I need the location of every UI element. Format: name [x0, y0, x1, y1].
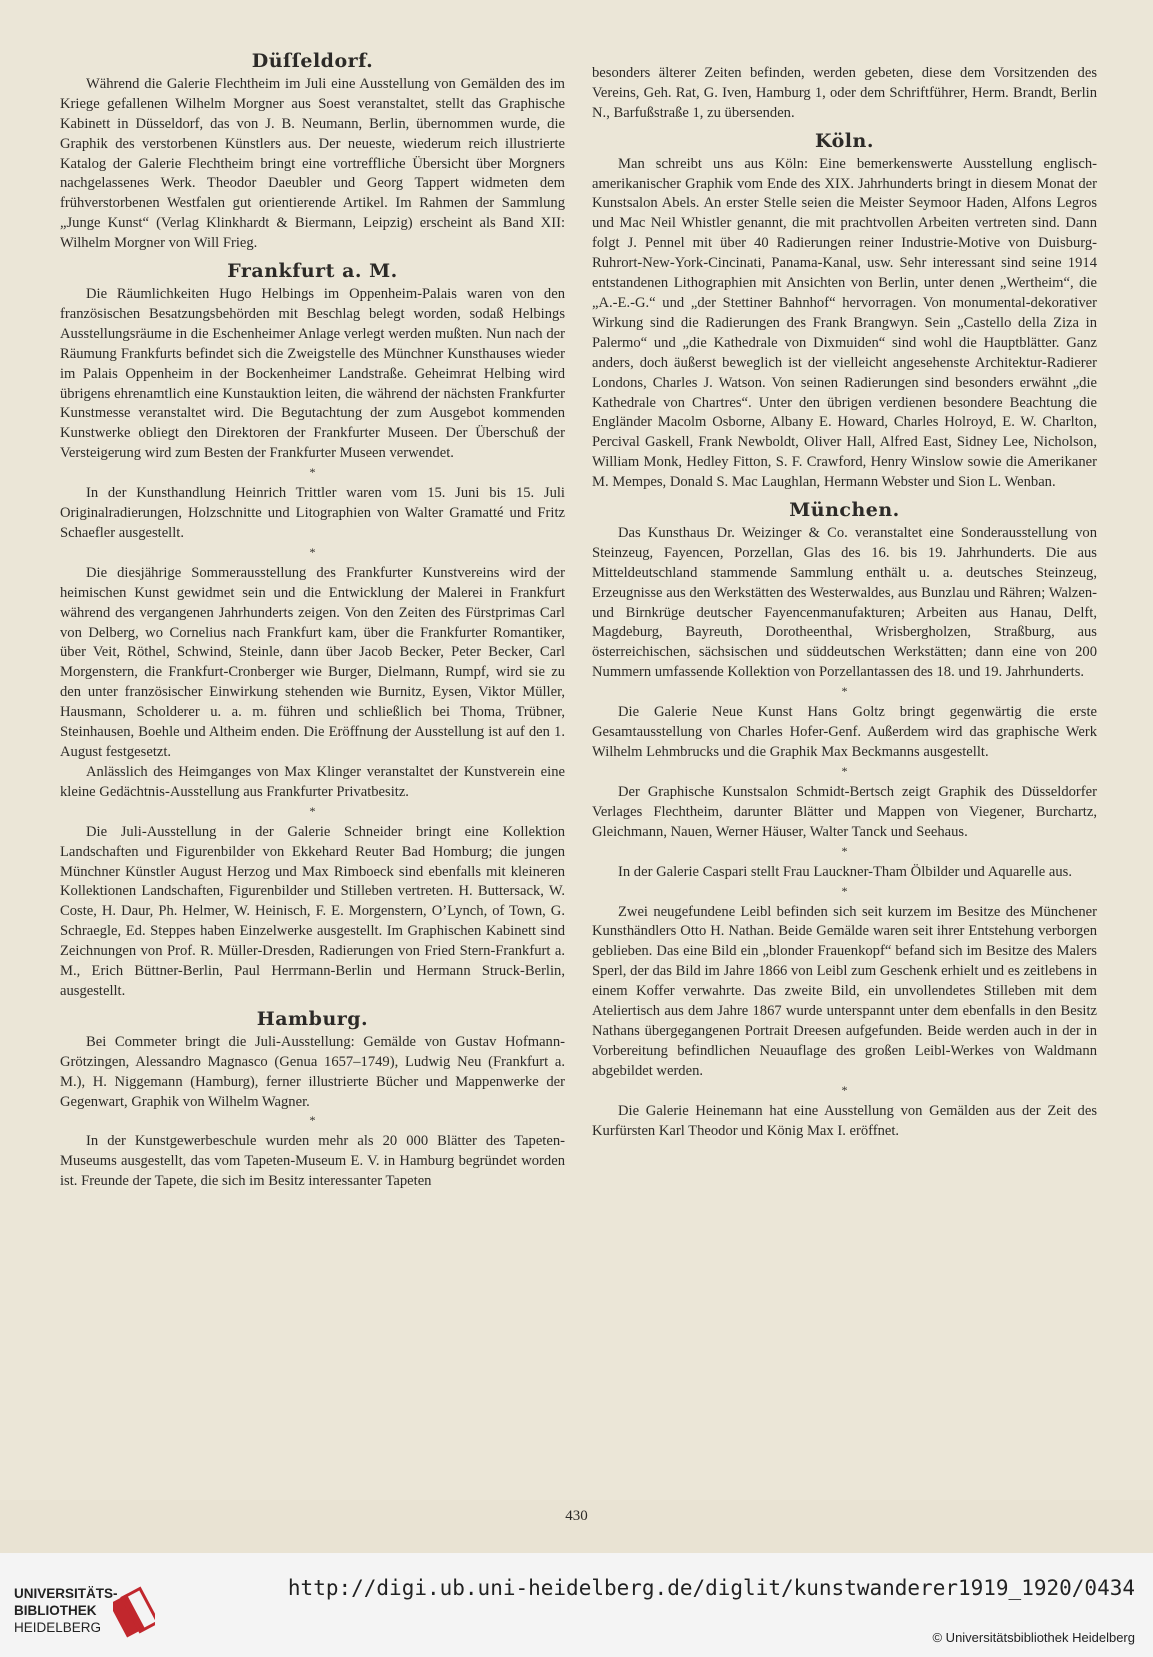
logo-line: BIBLIOTHEK	[14, 1603, 97, 1618]
paragraph: Während die Galerie Flechtheim im Juli eine Ausstellung von Gemälden des im Kriege gefallenen Wilhelm Morgner aus Soest veranstaltet, stellt das Graphische Kabinett in Düsseldorf, das von J. B. Neumann, Berlin, übernommen wurde, die Graphik des verstorbenen Künstlers aus. Der neueste, wiederum reich illustrierte Katalog der Galerie Flechtheim bringt eine vortreffliche Übersicht über Morgners nachgelassenes Werk. Theodor Daeubler und Georg Tappert widmeten dem frühverstorbenen Westfalen gut orientierende Artikel. Im Rahmen der Sammlung „Junge Kunst“ (Verlag Klinkhardt & Biermann, Leipzig) erscheint als Band XII: Wilhelm Morgner von Will Frieg.	[60, 75, 565, 252]
paragraph: Die Räumlichkeiten Hugo Helbings im Oppenheim-Palais waren von den französischen Besatzungsbehörden mit Beschlag belegt worden, sodaß Helbings Ausstellungsräume in die Eschenheimer Anlage verlegt werden mußten. Nun nach der Räumung Frankfurts befindet sich die Zweigstelle des Münchner Kunsthauses wieder im Palais Oppenheim in der Bockenheimer Landstraße. Geheimrat Helbing wird übrigens ehrenamtlich eine Kunstauktion leiten, die während der nächsten Frankfurter Kunstmesse veranstaltet wird. Die Begutachtung der zum Ausgebot kommenden Kunstwerke obliegt den Direktoren der Frankfurter Museen. Der Überschuß der Versteigerung wird zum Besten der Frankfurter Museen verwendet.	[60, 285, 565, 462]
paragraph: Man schreibt uns aus Köln: Eine bemerkenswerte Ausstellung englisch-amerikanischer Graphik vom Ende des XIX. Jahrhunderts bringt in diesem Monat der Kunstsalon Abels. An erster Stelle seien die Meister Seymoor Haden, Alfons Legros und Mac Neil Whistler genannt, die mit prachtvollen Arbeiten vertreten sind. Dann folgt J. Pennel mit über 40 Radierungen reiner Industrie-Motive von Duisburg-Ruhrort-New-York-Cincinati, Panama-Kanal, usw. Sehr interessant sind seine 1914 entstandenen Lithographien mit Ansichten von Berlin, unter denen „Wertheim“, die „A.-E.-G.“ und „der Stettiner Bahnhof“ hervorragen. Von monumental-dekorativer Wirkung sind die Radierungen des Frank Brangwyn. Sein „Castello della Ziza in Palermo“ und „die Kathedrale von Dixmuiden“ sind wohl die Hauptblätter. Ganz anders, doch äußerst beweglich ist der vielleicht angesehenste Architektur-Radierer Londons, Charles J. Watson. Von seinen Radierungen sind besonders erwähnt „die Kathedrale von Chartres“. Unter den übrigen verdienen besondere Beachtung die Engländer Macolm Osborne, Albany E. Howard, Charles Holroyd, E. W. Charlton, Percival Gaskell, Frank Newboldt, Oliver Hall, Alfred East, Sidney Lee, Nicholson, William Monk, Hedley Fitton, S. F. Crawford, Henry Winslow sowie die Amerikaner M. Mempes, Donald S. Mac Laughlan, Hermann Webster und Sion L. Wenban.	[592, 155, 1097, 491]
separator: *	[841, 843, 848, 858]
separator: *	[841, 883, 848, 898]
paragraph: In der Kunstgewerbeschule wurden mehr als 20 000 Blätter des Tapeten-Museums ausgestellt, das vom Tapeten-Museum E. V. in Hamburg begründet worden ist. Freunde der Tapete, die sich im Besitz interessanter Tapeten	[60, 1133, 565, 1190]
paragraph: Die Galerie Heinemann hat eine Ausstellung von Gemälden aus der Zeit des Kurfürsten Karl Theodor und König Max I. eröffnet.	[592, 1102, 1097, 1139]
right-column	[592, 64, 1097, 1142]
paragraph: Die Juli-Ausstellung in der Galerie Schneider bringt eine Kollektion Landschaften und Figurenbilder von Ekkehard Reuter Bad Homburg; die jungen Münchner Künstler August Herzog und Max Rimboeck sind ebenfalls mit kleineren Kollektionen Landschaften, Figurenbilder und Stilleben vertreten. H. Buttersack, W. Coste, H. Daur, Ph. Helmer, W. Heinisch, F. E. Morgenstern, O’Lynch, of Town, G. Schraegle, Ed. Steppes haben Einzelwerke ausgestellt. Im Graphischen Kabinett sind Zeichnungen von Prof. R. Müller-Dresden, Radierungen von Fried Stern-Frankfurt a. M., Erich Büttner-Berlin, Paul Herrmann-Berlin und Hermann Struck-Berlin, ausgestellt.	[60, 823, 565, 999]
heading-koeln: Köln.	[815, 129, 874, 152]
paragraph: Das Kunsthaus Dr. Weizinger & Co. veranstaltet eine Sonderausstellung von Steinzeug, Fayencen, Porzellan, Glas des 16. bis 19. Jahrhunderts. Die aus Mitteldeutschland stammende Sammlung enthält u. a. deutsches Steinzeug, Erzeugnisse aus den Werkstätten des Westerwaldes, aus Bunzlau und Rähren; Walzen- und Birnkrüge deutscher Fayencenmanufakturen; Arbeiten aus Hanau, Delft, Magdeburg, Bayreuth, Dorotheenthal, Wrisbergholzen, Straßburg, aus österreichischen, sächsischen und süddeutschen Werkstätten; dann eine von 200 Nummern umfassende Kollektion von Porzellantassen des 18. und 19. Jahrhunderts.	[592, 524, 1097, 681]
separator: *	[309, 465, 316, 480]
separator: *	[309, 803, 316, 818]
paragraph: Die diesjährige Sommerausstellung des Frankfurter Kunstvereins wird der heimischen Kunst gewidmet sein und die Entwicklung der Malerei in Frankfurt während des vergangenen Jahrhunderts zeigen. Von den Zeiten des Fürstprimas Carl von Delberg, wo Cornelius nach Frankfurt kam, über die Frankfurter Romantiker, über Veit, Röthel, Schwind, Steinle, dann über Jacob Becker, Peter Becker, Carl Morgenstern, die Frankfurt-Cronberger wie Burger, Dielmann, Rumpf, wird sie zu den unter französischer Einwirkung stehenden wie Burnitz, Eysen, Viktor Müller, Hausmann, Scholderer u. a. m. führen und schließlich bei Thoma, Trübner, Steinhausen, Boehle und Altheim enden. Die Eröffnung der Ausstellung ist auf den 1. August festgesetzt.	[60, 564, 565, 760]
university-library-logo-icon	[113, 1583, 155, 1643]
separator: *	[841, 763, 848, 778]
separator: *	[841, 1082, 848, 1097]
paragraph: Anlässlich des Heimganges von Max Klinger veranstaltet der Kunstverein eine kleine Gedächtnis-Ausstellung aus Frankfurter Privatbesitz.	[60, 763, 565, 800]
logo-line: HEIDELBERG	[14, 1620, 102, 1635]
footer	[0, 1553, 1153, 1657]
heading-duesseldorf: Düſſeldorf.	[251, 50, 374, 72]
heading-frankfurt: Frankfurt a. M.	[227, 260, 398, 283]
paragraph: Der Graphische Kunstsalon Schmidt-Bertsch zeigt Graphik des Düsseldorfer Verlages Flechtheim, darunter Blätter und Mappen von Viegener, Burchartz, Gleichmann, Nauen, Werner Häuser, Walter Tanck und Seehaus.	[592, 783, 1097, 840]
separator: *	[309, 544, 316, 559]
paragraph: besonders älterer Zeiten befinden, werden gebeten, diese dem Vorsitzenden des Vereins, Geh. Rat, G. Iven, Hamburg 1, oder dem Schriftführer, Herm. Brandt, Berlin N., Barfußstraße 1, zu übersenden.	[592, 65, 1097, 121]
source-url-link[interactable]: http://digi.ub.uni-heidelberg.de/diglit/kunstwanderer1919_1920/0434	[287, 1576, 1135, 1600]
paragraph: In der Kunsthandlung Heinrich Trittler waren vom 15. Juni bis 15. Juli Originalradierungen, Holzschnitte und Litographien von Walter Gramatté und Fritz Schaefler ausgestellt.	[60, 485, 565, 541]
separator: *	[309, 1113, 316, 1128]
heading-hamburg: Hamburg.	[256, 1007, 369, 1030]
left-column	[60, 52, 565, 1192]
heading-muenchen: München.	[789, 499, 900, 522]
page-number: 430	[565, 1508, 588, 1524]
paragraph: Zwei neugefundene Leibl befinden sich seit kurzem im Besitze des Münchener Kunsthändlers Otto H. Nathan. Beide Gemälde waren seit ihrer Entstehung verborgen geblieben. Das eine Bild ein „blonder Frauenkopf“ befand sich im Besitze des Malers Sperl, der das Bild im Jahre 1866 von Leibl zum Geschenk erhielt und es zeitlebens in einem Koffer verwahrte. Das zweite Bild, ein unvollendetes Stilleben mit dem Ateliertisch aus dem Jahre 1867 wurde unterspannt unter dem ebenfalls in den Besitz Nathans übergegangenen Portrait Dreesen aufgefunden. Beide werden auch in der in Vorbereitung befindlichen Neuauflage des großen Leibl-Werkes von Waldmann abgebildet werden.	[592, 903, 1097, 1079]
paragraph: Bei Commeter bringt die Juli-Ausstellung: Gemälde von Gustav Hofmann-Grötzingen, Alessandro Magnasco (Genua 1657–1749), Ludwig Neu (Frankfurt a. M.), H. Niggemann (Hamburg), ferner illustrierte Bücher und Mappenwerke der Gegenwart, Graphik von Wilhelm Wagner.	[60, 1033, 565, 1110]
paragraph: Die Galerie Neue Kunst Hans Goltz bringt gegenwärtig die erste Gesamtausstellung von Charles Hofer-Genf. Außerdem wird das graphische Werk Wilhelm Lehmbrucks und die Graphik Max Beckmanns ausgestellt.	[592, 704, 1097, 760]
separator: *	[841, 684, 848, 699]
library-logo-text	[14, 1585, 118, 1636]
paragraph: In der Galerie Caspari stellt Frau Lauckner-Tham Ölbilder und Aquarelle aus.	[618, 863, 1072, 880]
logo-line: UNIVERSITÄTS-	[14, 1586, 118, 1601]
copyright-notice: © Universitätsbibliothek Heidelberg	[932, 1630, 1135, 1645]
